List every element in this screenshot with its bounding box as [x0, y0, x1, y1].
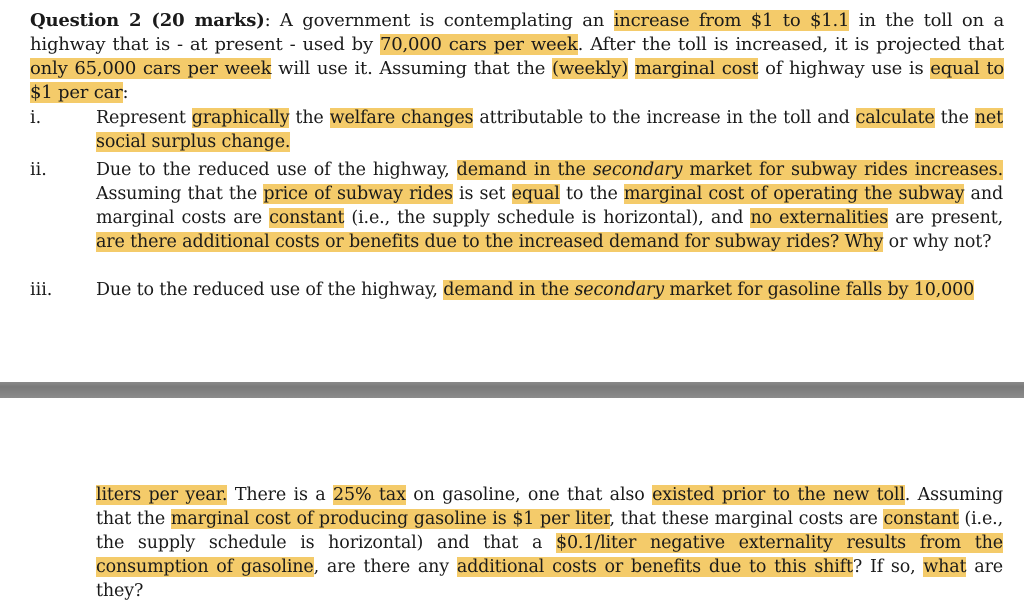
- item-number: iii.: [30, 280, 53, 300]
- page-break-divider: [0, 382, 1024, 398]
- highlight: equal: [511, 184, 560, 204]
- item-text: Represent graphically the welfare changes attributable to the increase in the toll and calculate the net social surplus change.: [96, 108, 1003, 152]
- question-prompt: Question 2 (20 marks): A government is contemplating an increase from $1 to $1.1 in the toll on a highway that is - at present - used by 70,000 cars per week. After the toll is increased, it is projected that only 65,000 cars per week will use it. Assuming that the (weekly) marginal cost of highway use is equal to $1 per car:: [30, 10, 1004, 103]
- highlight: marginal cost of producing gasoline is $1 per liter: [170, 509, 610, 529]
- highlight: welfare changes: [329, 108, 474, 128]
- highlight: only 65,000 cars per week: [30, 58, 272, 79]
- highlight: graphically: [191, 108, 290, 128]
- highlight: demand in the secondary market for gasoline falls by 10,000: [443, 280, 975, 300]
- highlight: existed prior to the new toll: [652, 485, 905, 505]
- highlight: 25% tax: [333, 485, 406, 505]
- highlight: liters per year.: [96, 485, 228, 505]
- highlight: marginal cost of operating the subway: [623, 184, 965, 204]
- highlight: constant: [883, 509, 959, 529]
- highlight: what: [923, 557, 967, 577]
- sub-question-iii-continued: liters per year. There is a 25% tax on gasoline, one that also existed prior to the new toll. Assuming that the marginal cost of producing gasoline is $1 per liter, that these marginal costs are constant (i.e., the supply schedule is horizontal) and that a $0.1/liter negative externality results from the consumption of gasoline, are there any additional costs or benefits due to this shift? If so, what are they?: [96, 485, 1004, 601]
- question-heading: Question 2 (20 marks): [30, 10, 265, 31]
- item-text: Due to the reduced use of the highway, demand in the secondary market for subway rides increases. Assuming that the price of subway rides is set equal to the marginal cost of operating the subway and marginal costs are constant (i.e., the supply schedule is horizontal), and no externalities are present, are there additional costs or benefits due to the increased demand for subway rides? Why or why not?: [96, 160, 1004, 252]
- highlight: equal to $1 per car: [30, 58, 1004, 103]
- item-number: i.: [30, 108, 42, 128]
- highlight: no externalities: [750, 208, 889, 228]
- highlight: price of subway rides: [263, 184, 453, 204]
- item-number: ii.: [30, 160, 47, 180]
- highlight: calculate: [855, 108, 935, 128]
- highlight: marginal cost: [634, 58, 759, 79]
- highlight: 70,000 cars per week: [379, 34, 578, 55]
- highlight: increase from $1 to $1.1: [613, 10, 850, 31]
- highlight: demand in the secondary market for subway rides increases.: [456, 160, 1003, 180]
- highlight: additional costs or benefits due to this shift: [456, 557, 853, 577]
- highlight: constant: [269, 208, 345, 228]
- item-text: Due to the reduced use of the highway, demand in the secondary market for gasoline falls by 10,000: [96, 280, 975, 300]
- highlight: net social surplus change.: [96, 108, 1003, 152]
- highlight: (weekly): [552, 58, 629, 79]
- highlight: are there additional costs or benefits due to the increased demand for subway rides? Why: [96, 232, 884, 252]
- highlight: $0.1/liter negative externality results from the consumption of gasoline: [96, 533, 1004, 577]
